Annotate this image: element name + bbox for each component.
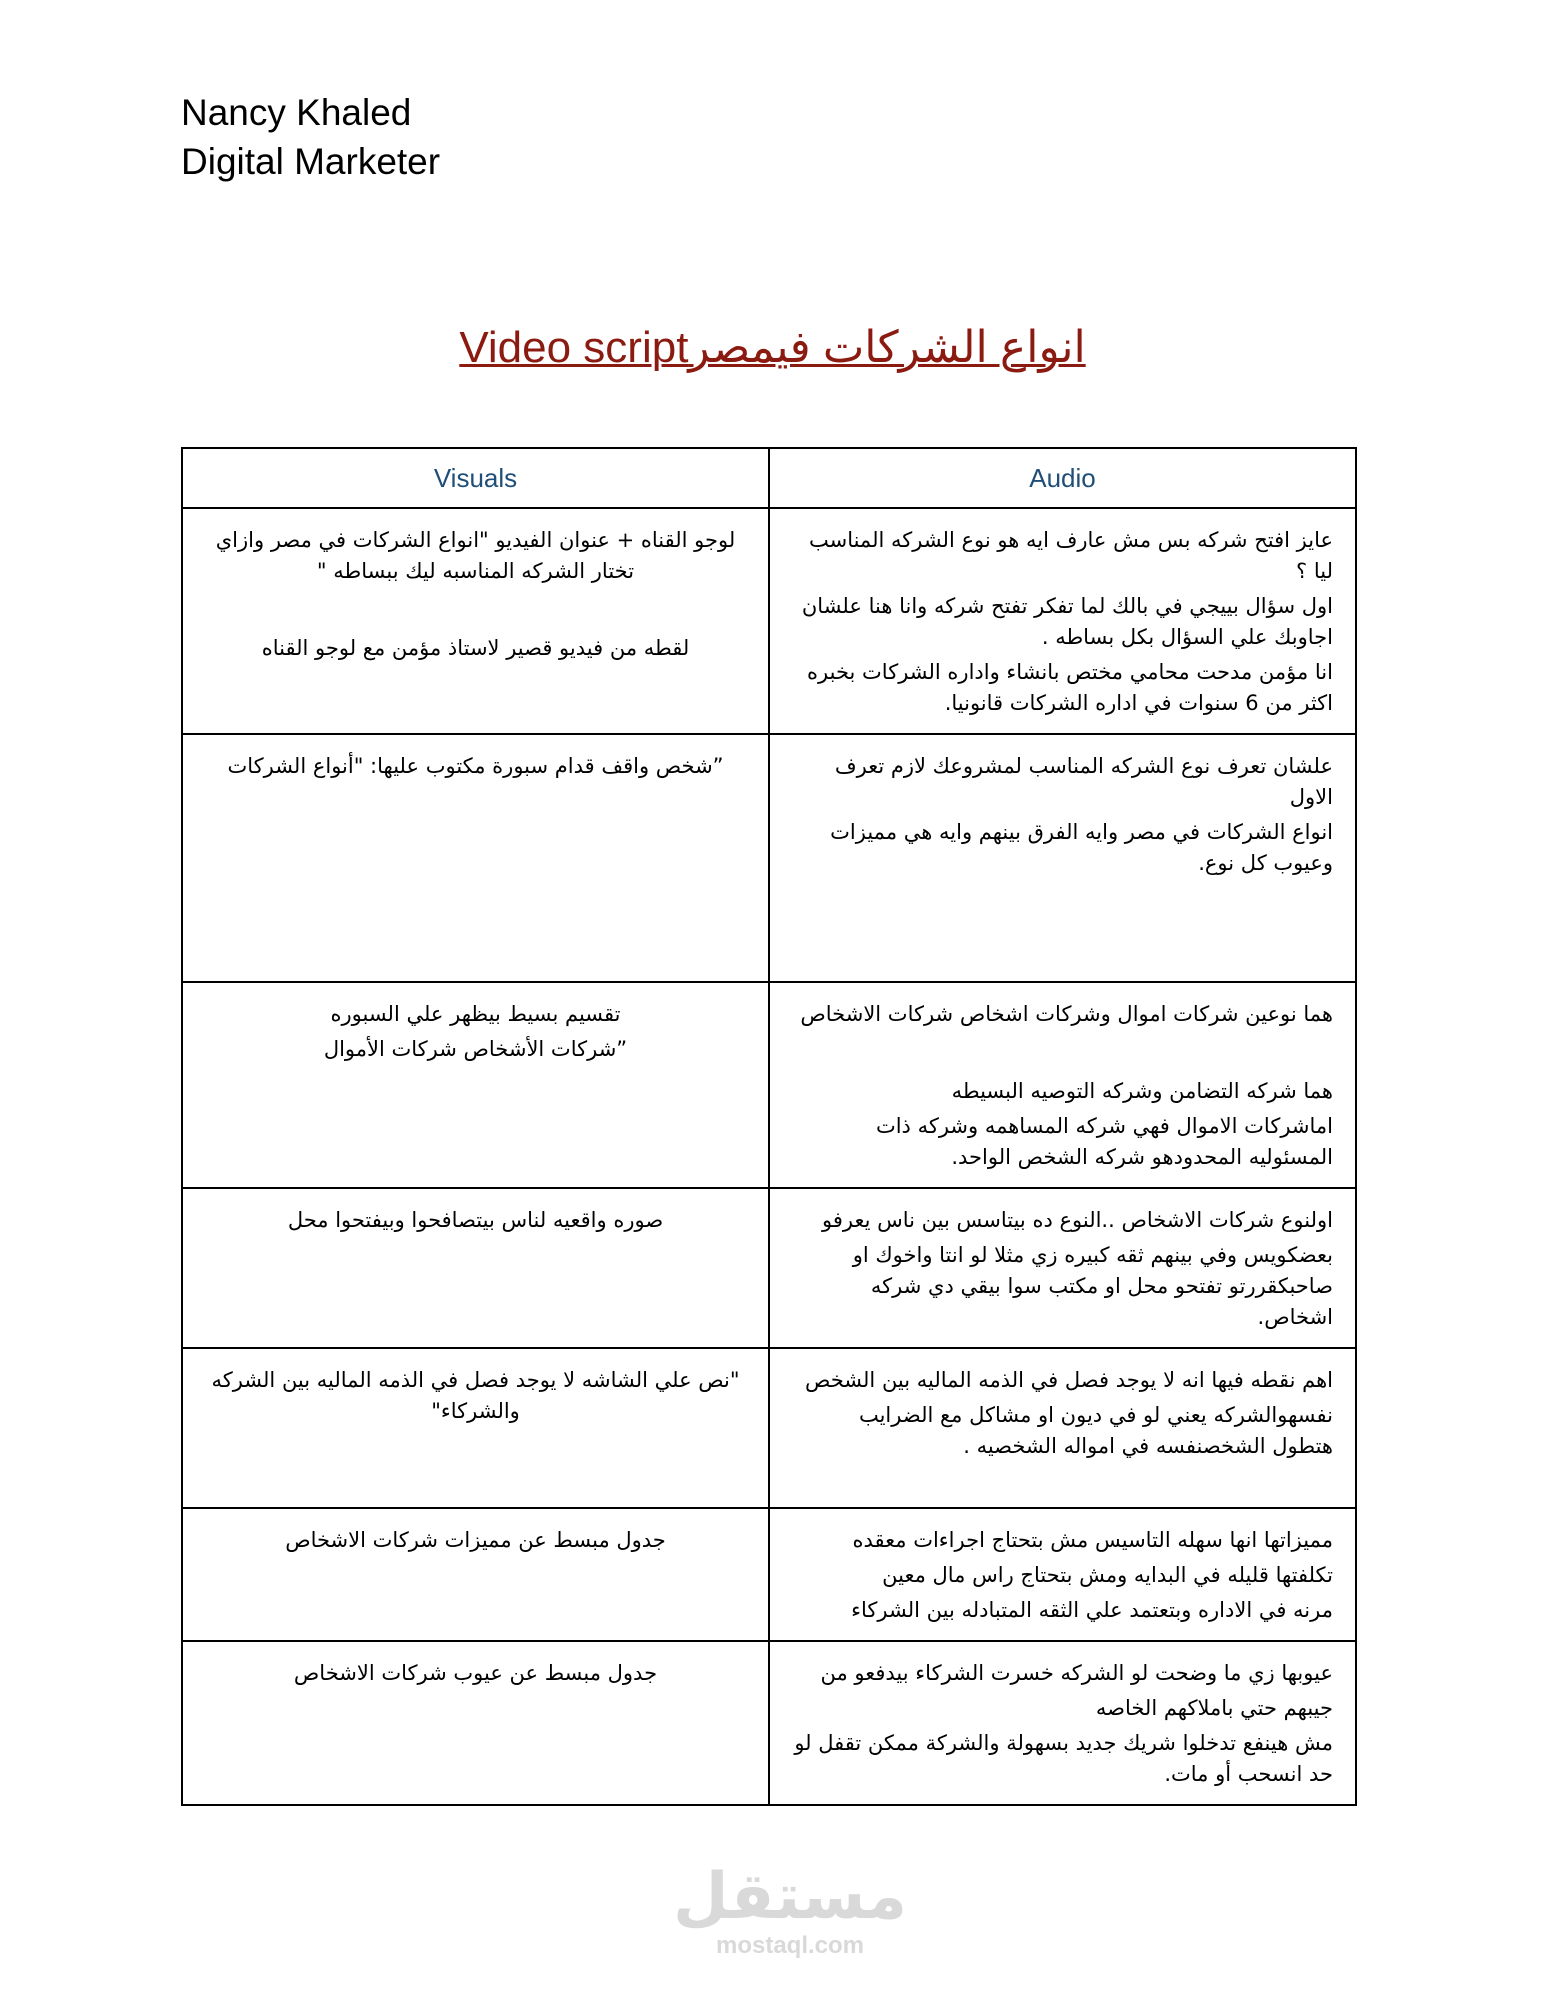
audio-line: نفسهوالشركه يعني لو في ديون او مشاكل مع الضرايب هتطول الشخصنفسه في امواله الشخصيه . (858, 1403, 1333, 1458)
author-name: Nancy Khaled (181, 92, 412, 133)
audio-header: Audio (769, 448, 1356, 508)
audio-cell (769, 982, 1356, 1188)
table-row (182, 1641, 1356, 1805)
visual-line: ”شخص واقف قدام سبورة مكتوب عليها: "أنواع الشركات (227, 754, 724, 778)
audio-line: مش هينفع تدخلوا شريك جديد بسهولة والشركة ممكن تقفل لو حد انسحب أو مات. (794, 1731, 1333, 1786)
audio-line: جيبهم حتي باملاكهم الخاصه (1095, 1696, 1333, 1720)
watermark-logo: مستقل (672, 1860, 908, 1934)
audio-line: عايز افتح شركه بس مش عارف ايه هو نوع الشركه المناسب ليا ؟ (808, 528, 1333, 583)
author-role: Digital Marketer (181, 141, 441, 182)
visual-cell (182, 982, 769, 1188)
audio-cell (769, 1348, 1356, 1508)
visual-cell (182, 734, 769, 982)
author-block (181, 88, 440, 186)
table-row (182, 508, 1356, 734)
document-title: Video scriptانواع الشركات فيمصر (459, 323, 1086, 372)
visuals-header: Visuals (182, 448, 769, 508)
visual-cell (182, 508, 769, 734)
audio-line: اهم نقطه فيها انه لا يوجد فصل في الذمه الماليه بين الشخص (805, 1368, 1333, 1392)
watermark-url: mostaql.com (715, 1932, 865, 1959)
visual-line: ”شركات الأشخاص شركات الأموال (323, 1037, 628, 1061)
visual-line: "نص علي الشاشه لا يوجد فصل في الذمه الماليه بين الشركه والشركاء" (211, 1368, 740, 1423)
audio-line: مرنه في الاداره وبتعتمد علي الثقه المتبادله بين الشركاء (851, 1598, 1333, 1622)
audio-line: عيوبها زي ما وضحت لو الشركه خسرت الشركاء بيدفعو من (820, 1661, 1333, 1685)
audio-line: مميزاتها انها سهله التاسيس مش بتحتاج اجراءات معقده (852, 1528, 1333, 1552)
visual-line: لقطه من فيديو قصير لاستاذ مؤمن مع لوجو القناه (261, 636, 690, 660)
table-header-row (182, 448, 1356, 508)
audio-line: هما نوعين شركات اموال وشركات اشخاص شركات الاشخاص (800, 1002, 1333, 1026)
table-row (182, 982, 1356, 1188)
visual-cell (182, 1508, 769, 1641)
audio-line: انواع الشركات في مصر وايه الفرق بينهم وايه هي مميزات وعيوب كل نوع. (830, 820, 1333, 875)
table-row (182, 1508, 1356, 1641)
script-table (181, 447, 1357, 1806)
audio-line: هما شركه التضامن وشركه التوصيه البسيطه (951, 1079, 1333, 1103)
audio-line: بعضكويس وفي بينهم ثقه كبيره زي مثلا لو انتا واخوك او صاحبكقررتو تفتحو محل او مكتب سوا بيقي دي شركه اشخاص. (852, 1243, 1333, 1329)
audio-cell (769, 734, 1356, 982)
audio-line: اماشركات الاموال فهي شركه المساهمه وشركه ذات المسئوليه المحدودهو شركه الشخص الواحد. (875, 1114, 1333, 1169)
audio-cell (769, 1641, 1356, 1805)
audio-cell (769, 508, 1356, 734)
audio-line: علشان تعرف نوع الشركه المناسب لمشروعك لازم تعرف الاول (834, 754, 1333, 809)
mostaql-watermark (640, 1862, 940, 1960)
audio-line: اول سؤال بييجي في بالك لما تفكر تفتح شركه وانا هنا علشان اجاوبك علي السؤال بكل بساطه . (801, 594, 1333, 649)
visual-line: تقسيم بسيط بيظهر علي السبوره (330, 1002, 621, 1026)
audio-cell (769, 1188, 1356, 1348)
table-row (182, 1348, 1356, 1508)
audio-cell (769, 1508, 1356, 1641)
visual-cell (182, 1188, 769, 1348)
visual-cell (182, 1641, 769, 1805)
visual-cell (182, 1348, 769, 1508)
audio-line: اولنوع شركات الاشخاص ..النوع ده بيتاسس بين ناس يعرفو (821, 1208, 1333, 1232)
visual-line: لوجو القناه + عنوان الفيديو "انواع الشركات في مصر وازاي تختار الشركه المناسبه ليك ببساطه " (215, 528, 736, 583)
table-row (182, 1188, 1356, 1348)
visual-line: جدول مبسط عن مميزات شركات الاشخاص (285, 1528, 666, 1552)
visual-line: صوره واقعيه لناس بيتصافحوا وبيفتحوا محل (287, 1208, 664, 1232)
audio-line: انا مؤمن مدحت محامي مختص بانشاء واداره الشركات بخبره اكثر من 6 سنوات في اداره الشركات قانونيا. (807, 660, 1333, 715)
audio-line: تكلفتها قليله في البدايه ومش بتحتاج راس مال معين (882, 1563, 1333, 1587)
visual-line: جدول مبسط عن عيوب شركات الاشخاص (293, 1661, 658, 1685)
table-row (182, 734, 1356, 982)
